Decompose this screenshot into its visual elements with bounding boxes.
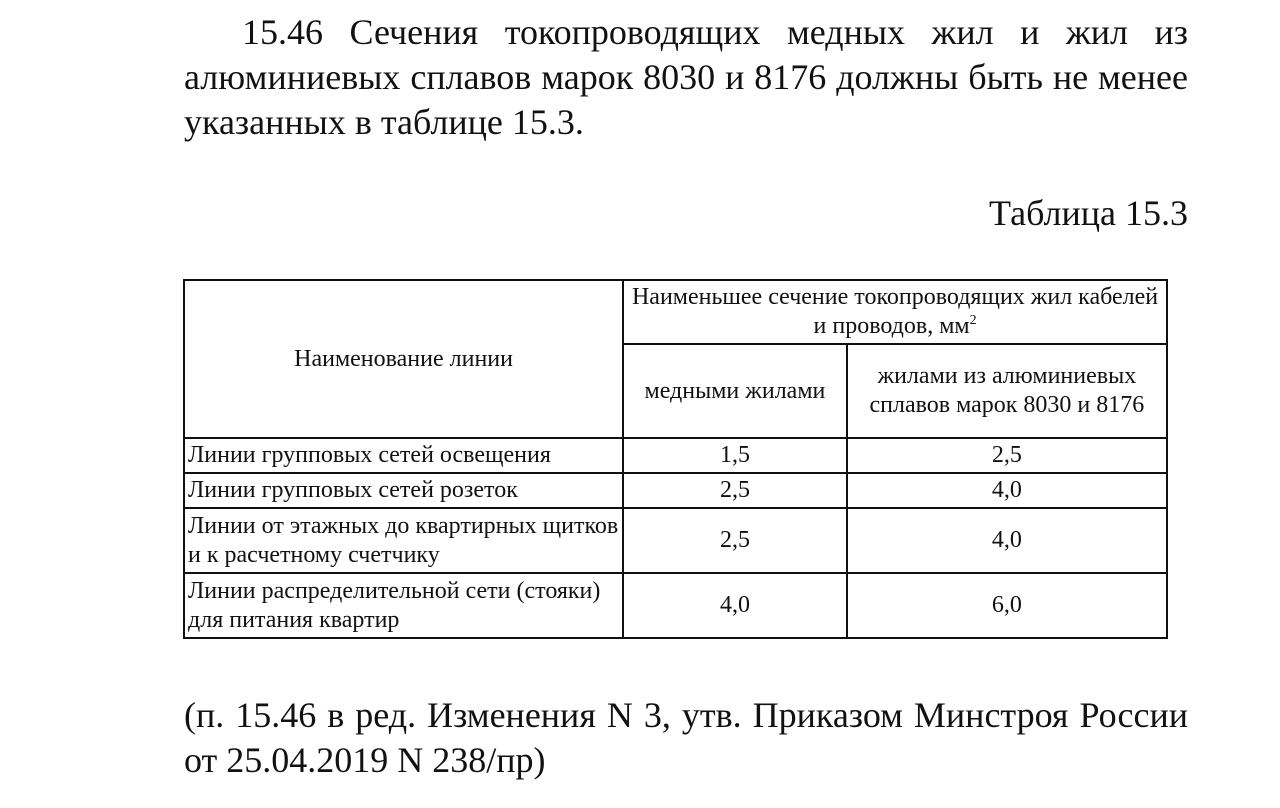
clause-paragraph: 15.46 Сечения токопроводящих медных жил и жил из алюминиевых сплавов марок 8030 и 8176 должны быть не менее указанных в таблице 15.3.: [184, 12, 1188, 142]
row-aluminium-value: 4,0: [847, 508, 1167, 573]
row-line-name: Линии групповых сетей розеток: [184, 473, 623, 508]
header-aluminium: жилами из алюминиевых сплавов марок 8030 и 8176: [847, 344, 1167, 438]
table-row: [184, 508, 1167, 573]
header-line-name: Наименование линии: [184, 280, 623, 438]
header-unit-superscript: 2: [969, 313, 977, 328]
row-aluminium-value: 6,0: [847, 573, 1167, 638]
row-line-name: Линии групповых сетей освещения: [184, 438, 623, 473]
header-copper: медными жилами: [623, 344, 847, 438]
header-min-section: Наименьшее сечение токопроводящих жил кабелей и проводов, $мм^2$: [623, 280, 1167, 344]
row-aluminium-value: 2,5: [847, 438, 1167, 473]
row-aluminium-value: 4,0: [847, 473, 1167, 508]
row-line-name: Линии от этажных до квартирных щитков и к расчетному счетчику: [184, 508, 623, 573]
table-row: [184, 473, 1167, 508]
cross-section-table: [183, 279, 1168, 639]
row-copper-value: 4,0: [623, 573, 847, 638]
table-row: [184, 438, 1167, 473]
table-header-row: [184, 280, 1167, 344]
row-copper-value: 1,5: [623, 438, 847, 473]
row-copper-value: 2,5: [623, 508, 847, 573]
row-line-name: Линии распределительной сети (стояки) для питания квартир: [184, 573, 623, 638]
table-caption: Таблица 15.3: [989, 193, 1188, 233]
table-row: [184, 573, 1167, 638]
amendment-note: (п. 15.46 в ред. Изменения N 3, утв. Приказом Минстроя России от 25.04.2019 N 238/пр): [184, 695, 1188, 780]
row-copper-value: 2,5: [623, 473, 847, 508]
